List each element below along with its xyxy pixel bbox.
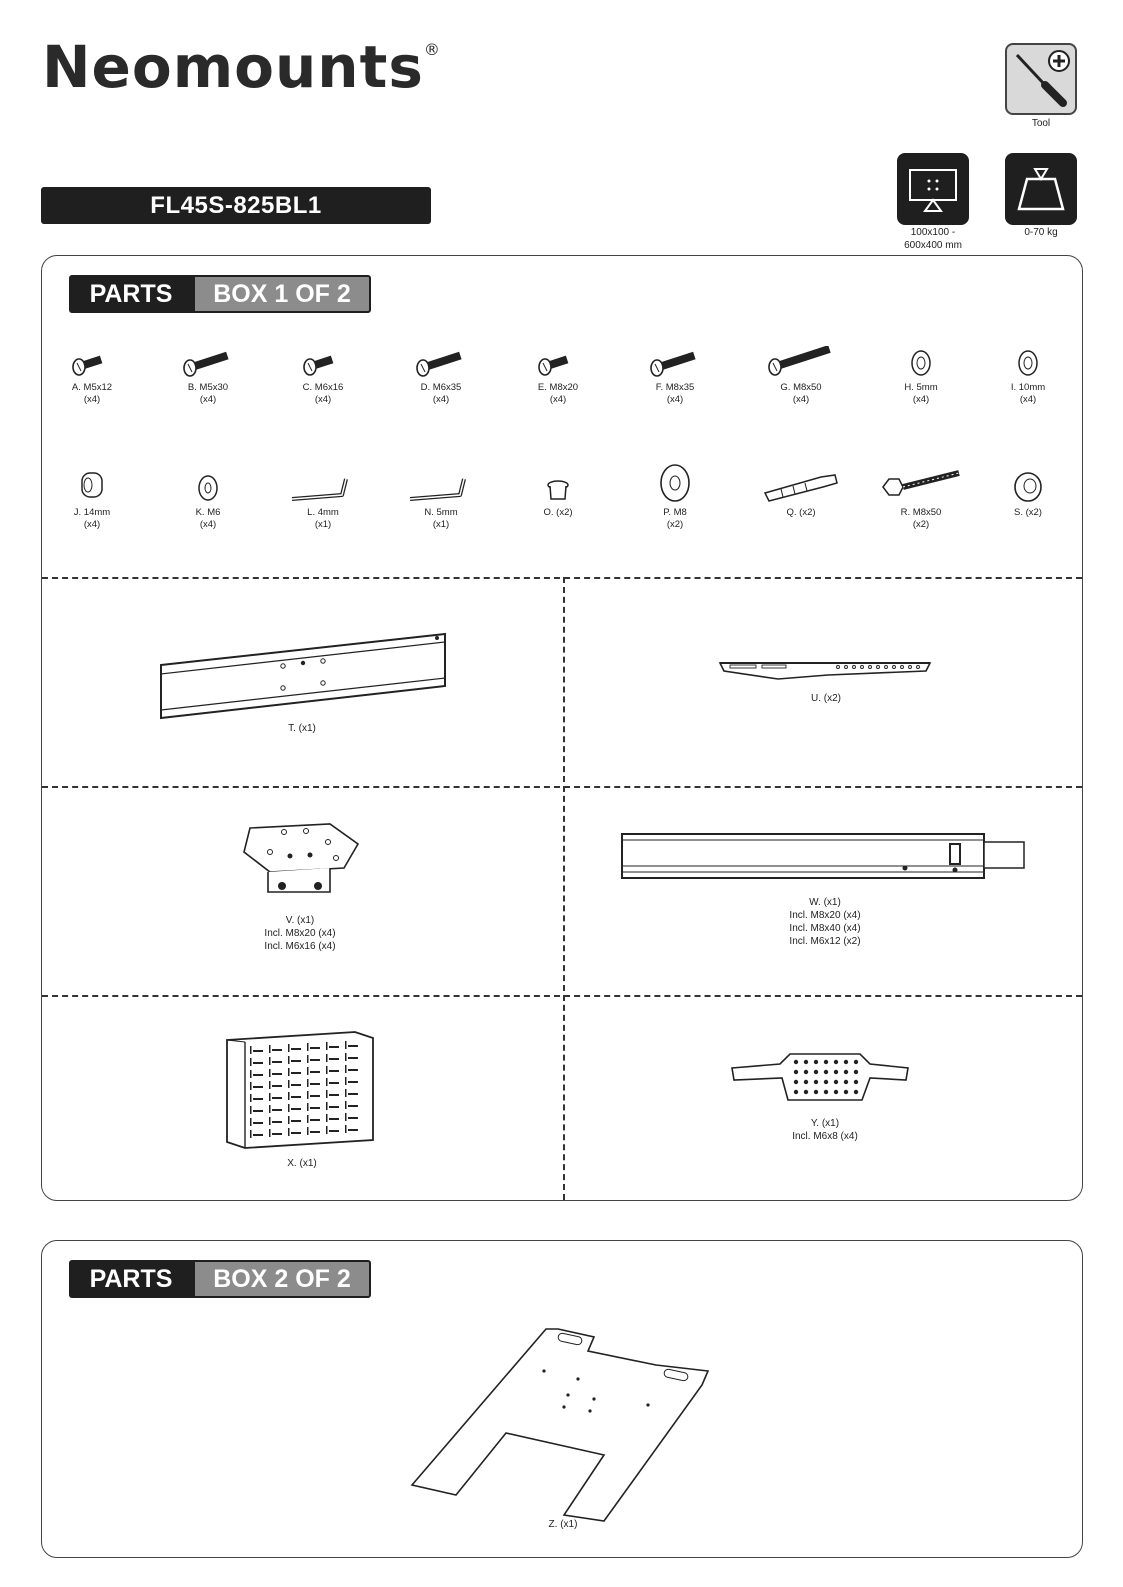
spacer-ring-icon (973, 338, 1083, 380)
small-part-item (268, 455, 378, 532)
screw-short-icon (268, 338, 378, 380)
small-part-qty: (x4) (1019, 394, 1037, 406)
small-part-qty: (x2) (666, 519, 684, 531)
screw-long-icon (153, 338, 263, 380)
washer-large-icon (620, 455, 730, 505)
part-w-line-1: W. (x1) (809, 897, 841, 908)
screw-extra-long-icon (746, 338, 856, 380)
small-part-item (620, 455, 730, 532)
registered-mark: ® (423, 40, 441, 59)
part-z-drawing (408, 1325, 718, 1530)
part-v-line-3: Incl. M6x16 (x4) (264, 941, 336, 952)
part-w-drawing (620, 830, 1030, 887)
small-part-label: D. M6x35 (420, 382, 462, 393)
small-part-qty: (x4) (314, 394, 332, 406)
part-w-caption (750, 896, 900, 948)
part-y-line-2: Incl. M6x8 (x4) (792, 1131, 858, 1142)
vesa-label (880, 227, 986, 252)
brand-logo (42, 33, 441, 101)
small-part-label: P. M8 (663, 507, 687, 518)
part-x-drawing (225, 1028, 380, 1158)
small-part-item (153, 455, 263, 532)
small-part-qty: (x4) (432, 394, 450, 406)
divider (563, 577, 565, 1200)
allen-key-icon (386, 455, 496, 505)
part-y-line-1: Y. (x1) (810, 1118, 840, 1129)
small-part-label: N. 5mm (424, 507, 458, 518)
small-part-label: F. M8x35 (655, 382, 695, 393)
small-part-label: H. 5mm (904, 382, 938, 393)
part-w-line-4: Incl. M6x12 (x2) (789, 936, 861, 947)
screw-long-icon (620, 338, 730, 380)
part-v-line-1: V. (x1) (285, 915, 315, 926)
small-part-item (973, 338, 1083, 407)
divider (42, 995, 1082, 997)
small-part-item (153, 338, 263, 407)
small-part-item (620, 338, 730, 407)
divider (42, 577, 1082, 579)
small-part-label: J. 14mm (73, 507, 111, 518)
small-part-label: A. M5x12 (71, 382, 113, 393)
small-part-item (503, 338, 613, 407)
small-part-label: C. M6x16 (302, 382, 344, 393)
part-v-caption (235, 914, 365, 953)
small-part-item (503, 455, 613, 519)
box-2-header (69, 1260, 371, 1298)
small-part-item (37, 338, 147, 407)
part-z-caption: Z. (x1) (548, 1519, 578, 1530)
small-part-qty: (x4) (666, 394, 684, 406)
part-v-line-2: Incl. M8x20 (x4) (264, 928, 336, 939)
part-y-drawing (730, 1050, 910, 1117)
small-part-item (746, 338, 856, 407)
tool-label: Tool (1031, 118, 1051, 129)
box-1-box-title: BOX 1 OF 2 (193, 275, 371, 313)
washer-icon (153, 455, 263, 505)
weight-label: 0-70 kg (1024, 227, 1058, 238)
part-u-caption: U. (x2) (811, 693, 841, 704)
small-part-item (973, 455, 1083, 519)
part-u-drawing (718, 657, 932, 692)
box-1-parts-title: PARTS (69, 275, 193, 313)
part-w-line-2: Incl. M8x20 (x4) (789, 910, 861, 921)
spacer-tall-icon (37, 455, 147, 505)
model-number: FL45S-825BL1 (41, 187, 431, 224)
small-part-label: B. M5x30 (187, 382, 229, 393)
small-part-item (866, 455, 976, 532)
screw-short-icon (503, 338, 613, 380)
nut-ring-icon (973, 455, 1083, 505)
screw-short-icon (37, 338, 147, 380)
small-part-qty: (x4) (83, 519, 101, 531)
small-part-label: K. M6 (195, 507, 221, 518)
small-part-qty: (x4) (83, 394, 101, 406)
lag-bolt-icon (866, 455, 976, 505)
brand-name: Neomounts (42, 33, 424, 101)
small-part-qty: (x1) (432, 519, 450, 531)
spacer-ring-icon (866, 338, 976, 380)
weight-icon (1005, 153, 1077, 225)
part-x-caption: X. (x1) (287, 1158, 317, 1169)
vesa-label-line-2: 600x400 mm (904, 239, 962, 251)
small-part-label: G. M8x50 (780, 382, 822, 393)
small-part-label: I. 10mm (1010, 382, 1046, 393)
part-y-caption (750, 1117, 900, 1143)
small-part-item (268, 338, 378, 407)
screwdriver-icon (1005, 43, 1077, 115)
small-part-qty: (x4) (549, 394, 567, 406)
vesa-icon (897, 153, 969, 225)
small-part-label: L. 4mm (307, 507, 339, 518)
part-v-drawing (240, 818, 365, 913)
wall-plug-icon (746, 455, 856, 505)
small-part-label: R. M8x50 (900, 507, 942, 518)
cap-icon (503, 455, 613, 505)
small-part-qty: (x2) (912, 519, 930, 531)
divider (42, 786, 1082, 788)
small-part-item (866, 338, 976, 407)
box-1-header (69, 275, 371, 313)
small-part-item (386, 455, 496, 532)
small-part-qty: (x4) (912, 394, 930, 406)
small-part-qty: (x4) (792, 394, 810, 406)
allen-key-icon (268, 455, 378, 505)
small-part-label: Q. (x2) (786, 507, 816, 518)
small-part-qty: (x4) (199, 394, 217, 406)
vesa-label-line-1: 100x100 - (910, 227, 956, 238)
small-part-label: O. (x2) (543, 507, 573, 518)
small-part-item (386, 338, 496, 407)
box-2-box-title: BOX 2 OF 2 (193, 1260, 371, 1298)
small-part-qty: (x4) (199, 519, 217, 531)
small-part-label: E. M8x20 (537, 382, 579, 393)
small-part-item (37, 455, 147, 532)
small-part-item (746, 455, 856, 519)
small-part-label: S. (x2) (1014, 507, 1042, 518)
part-t-drawing (155, 630, 455, 735)
part-t-caption: T. (x1) (288, 723, 316, 734)
box-2-parts-title: PARTS (69, 1260, 193, 1298)
part-w-line-3: Incl. M8x40 (x4) (789, 923, 861, 934)
screw-long-icon (386, 338, 496, 380)
small-part-qty: (x1) (314, 519, 332, 531)
